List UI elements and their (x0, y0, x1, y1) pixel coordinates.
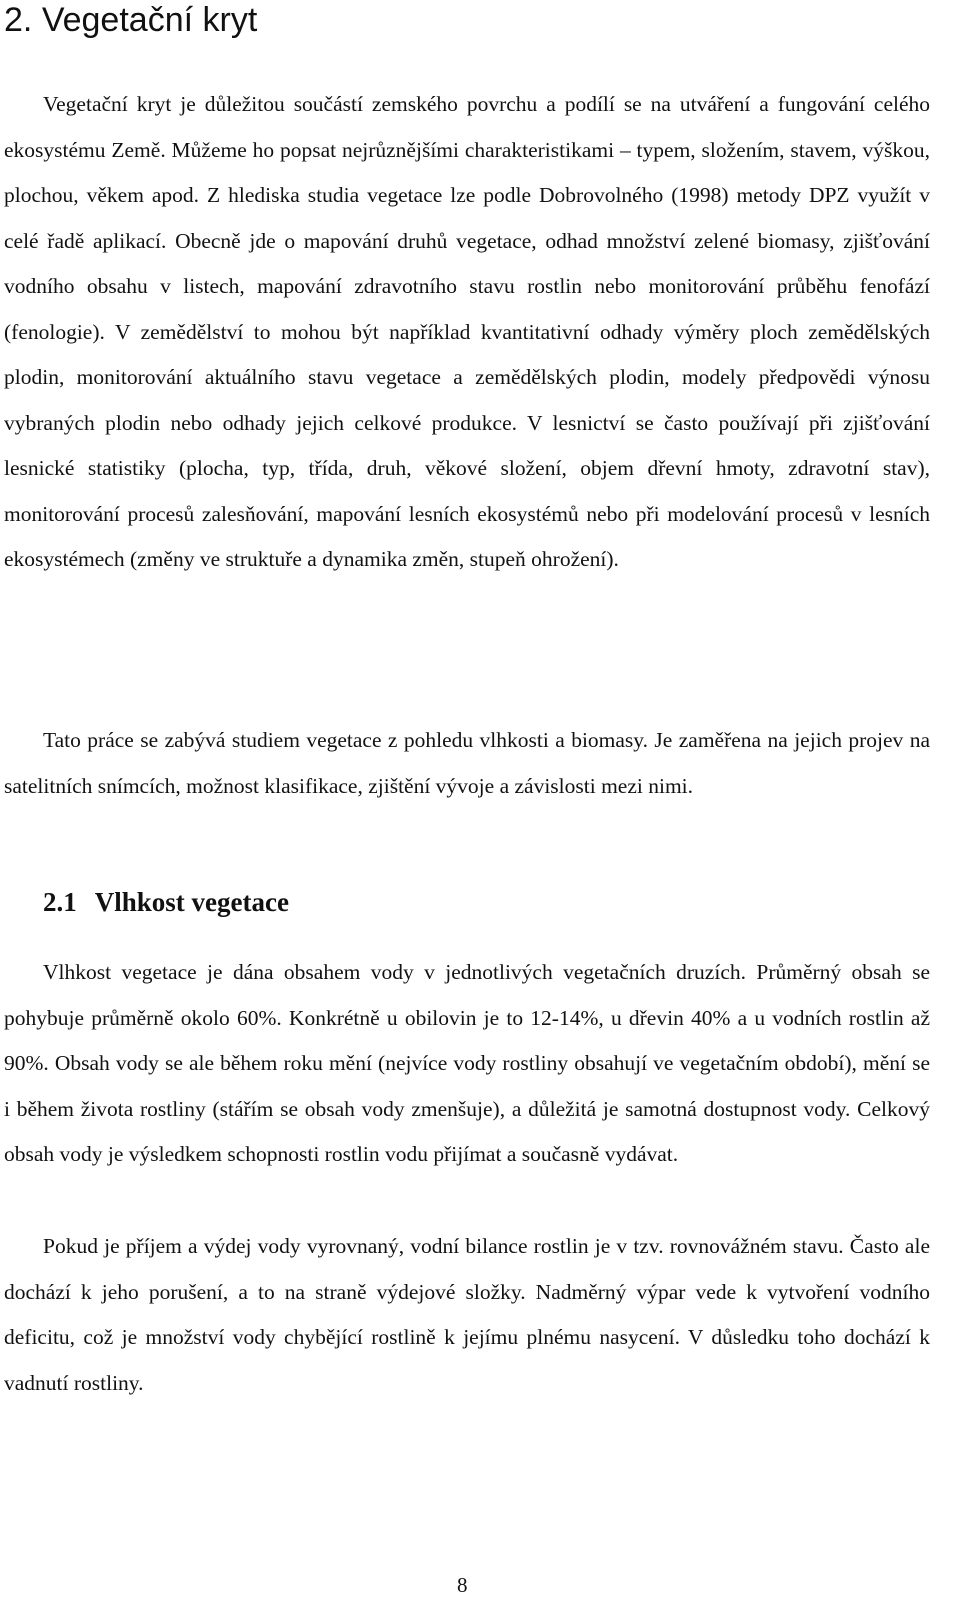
subsection-number: 2.1 (43, 887, 77, 917)
paragraph-moisture-2: Pokud je příjem a výdej vody vyrovnaný, vodní bilance rostlin je v tzv. rovnovážném stavu. Často ale dochází k jeho porušení, a to na straně výdejové složky. Nadměrný výpar vede k vytvoření vodního deficitu, což je množství vody chybějící rostlině k jejímu plnému nasycení. V důsledku toho dochází k vadnutí rostliny. (4, 1234, 930, 1395)
section-number: 2. (4, 1, 33, 39)
section-heading (4, 0, 257, 40)
subsection-heading (43, 882, 289, 922)
section-title: Vegetační kryt (41, 1, 258, 39)
paragraph-intro-2: Tato práce se zabývá studiem vegetace z pohledu vlhkosti a biomasy. Je zaměřena na jejich projev na satelitních snímcích, možnost klasifikace, zjištění vývoje a závislosti mezi nimi. (4, 728, 930, 798)
subsection-title: Vlhkost vegetace (94, 887, 289, 917)
paragraph-moisture-1: Vlhkost vegetace je dána obsahem vody v jednotlivých vegetačních druzích. Průměrný obsah se pohybuje průměrně okolo 60%. Konkrétně u obilovin je to 12-14%, u dřevin 40% a u vodních rostlin až 90%. Obsah vody se ale během roku mění (nejvíce vody rostliny obsahují ve vegetačním období), mění se i během života rostliny (stářím se obsah vody zmenšuje), a důležitá je samotná dostupnost vody. Celkový obsah vody je výsledkem schopnosti rostlin vodu přijímat a současně vydávat. (4, 960, 930, 1166)
page-number: 8 (457, 1573, 468, 1597)
paragraph-intro-1: Vegetační kryt je důležitou součástí zemského povrchu a podílí se na utváření a fungování celého ekosystému Země. Můžeme ho popsat nejrůznějšími charakteristikami – typem, složením, stavem, výškou, plochou, věkem apod. Z hlediska studia vegetace lze podle Dobrovolného (1998) metody DPZ využít v celé řadě aplikací. Obecně jde o mapování druhů vegetace, odhad množství zelené biomasy, zjišťování vodního obsahu v listech, mapování zdravotního stavu rostlin nebo monitorování průběhu fenofází (fenologie). V zemědělství to mohou být například kvantitativní odhady výměry ploch zemědělských plodin, monitorování aktuálního stavu vegetace a zemědělských plodin, modely předpovědi výnosu vybraných plodin nebo odhady jejich celkové produkce. V lesnictví se často používají při zjišťování lesnické statistiky (plocha, typ, třída, druh, věkové složení, objem dřevní hmoty, zdravotní stav), monitorování procesů zalesňování, mapování lesních ekosystémů nebo při modelování procesů v lesních ekosystémech (změny ve struktuře a dynamika změn, stupeň ohrožení). (4, 92, 930, 571)
